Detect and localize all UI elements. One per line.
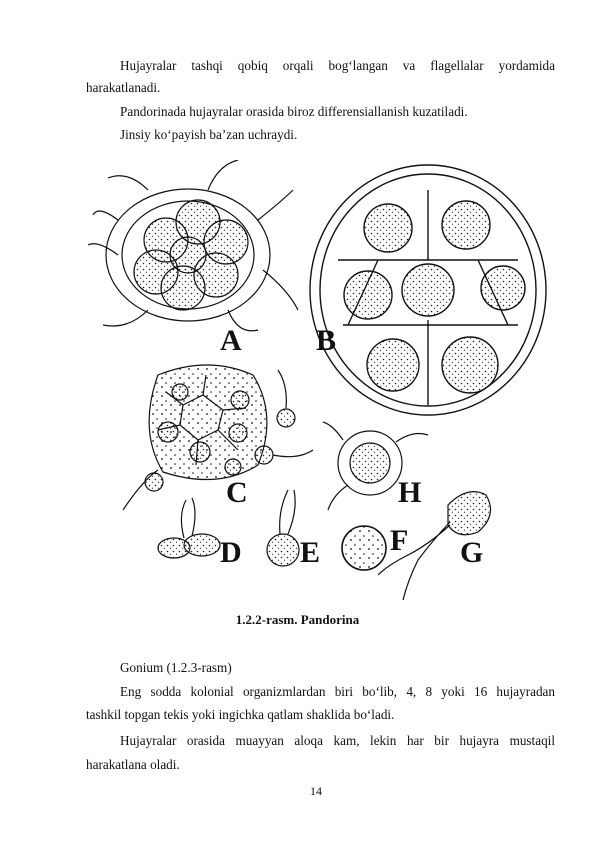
pandorina-figure [88, 160, 558, 600]
paragraph-1-line-2: harakatlanadi. [86, 80, 161, 95]
figure-caption: 1.2.2-rasm. Pandorina [235, 612, 360, 627]
colony-b [310, 165, 546, 415]
paragraph-1-line-1: Hujayralar tashqi qobiq orqali bog‘langan va flagellalar yordamida [120, 58, 555, 73]
paragraph-5-line-2: tashkil topgan tekis yoki ingichka qatlam shaklida bo‘ladi. [86, 707, 395, 722]
cell-d [158, 498, 220, 558]
label-g: G [460, 536, 484, 569]
label-c: C [226, 476, 248, 509]
paragraph-6-line-1: Hujayralar orasida muayyan aloqa kam, lekin har bir hujayra mustaqil [120, 733, 555, 748]
label-f: F [390, 524, 409, 557]
cell-e [267, 490, 299, 566]
paragraph-4: Gonium (1.2.3-rasm) [120, 660, 232, 675]
label-a: A [220, 324, 242, 357]
paragraph-2: Pandorinada hujayralar orasida biroz differensiallanish kuzatiladi. [120, 104, 468, 119]
label-h: H [398, 476, 422, 509]
label-d: D [220, 536, 242, 569]
colony-c [123, 365, 313, 510]
paragraph-5-line-1: Eng sodda kolonial organizmlardan biri bo‘lib, 4, 8 yoki 16 hujayradan [120, 684, 555, 699]
label-e: E [300, 536, 321, 569]
page-number: 14 [310, 784, 322, 798]
label-b: B [316, 324, 337, 357]
cell-f [342, 526, 386, 570]
paragraph-3: Jinsiy ko‘payish ba’zan uchraydi. [120, 127, 298, 142]
paragraph-6-line-2: harakatlana oladi. [86, 757, 180, 772]
colony-a [88, 160, 298, 331]
